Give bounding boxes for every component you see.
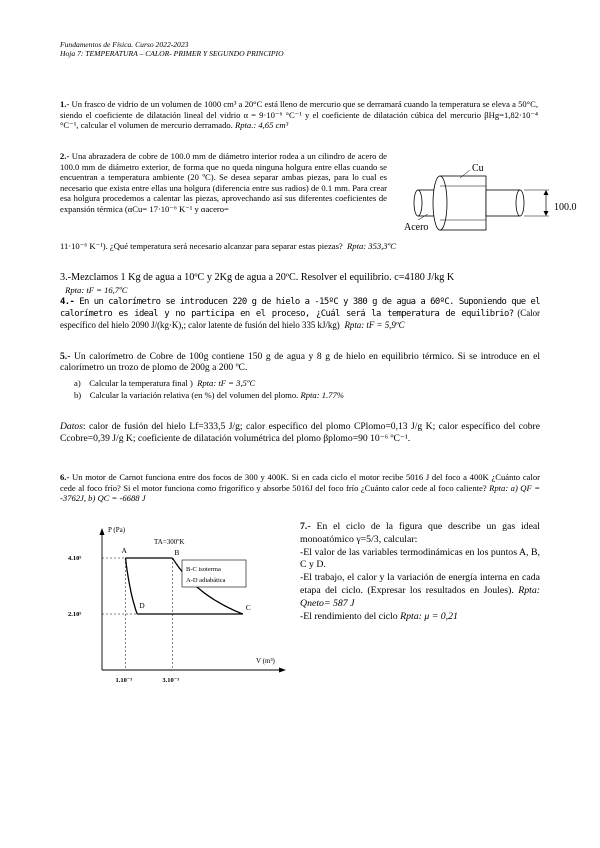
label-acero: Acero — [404, 222, 429, 233]
problem-3-text: 3.-Mezclamos 1 Kg de agua a 10ºC y 2Kg de agua a 20ºC. Resolver el equilibrio. c=4180 J/kg K — [60, 272, 455, 283]
problem-7-item-2: -El trabajo, el calor y la variación de energía interna en cada etapa del ciclo. (Expresar los resultados en Joules). Rpta: Qneto= 587 J — [300, 572, 541, 609]
problem-7-intro: 7.- En el ciclo de la figura que describe un gas ideal monoatómico γ=5/3, calcular: — [300, 521, 540, 545]
problem-7-item-3: -El rendimiento del ciclo Rpta: μ = 0,21 — [300, 610, 458, 622]
problem-5-items — [74, 377, 524, 401]
problem-2-text: Una abrazadera de cobre de 100.0 mm de diámetro interior rodea a un cilindro de acero de 100.0 mm de diámetro exterior, de forma que no queda ninguna holgura entre ellas cuando se encuentran a temperatura ambiente (20 ºC). Se desea separar ambas piezas, para lo cual es necesario que exista entre ellas una holgura (diferencia entre sus radios) de 0.1 mm. Para crear esa holgura procedemos a calentar las piezas, aprovechando así sus diferentes coeficientes de expansión térmica (αCu= 17·10⁻⁶ K⁻¹ y αacero= — [60, 151, 387, 214]
x-axis-label: V (m³) — [256, 657, 275, 665]
point-label-a: A — [121, 546, 127, 555]
problem-4-text: En un calorímetro se introducen 220 g de hielo a -15ºC y 380 g de agua a 60ºC. Suponiendo que el calorímetro es ideal y no participa en el proceso, ¿Cuál será la temperatura de equilibrio? — [60, 297, 540, 319]
problem-3-answer: Rpta: tF = 16,7ºC — [65, 285, 128, 295]
label-dimension: 100.0 — [554, 202, 577, 213]
data-text: : calor de fusión del hielo Lf=333,5 J/g; calor específico del plomo CPlomo=0,13 J/g K; calor específico del cobre Ccobre=0,39 J/g K; coeficiente de dilatación volumétrica del plomo βplomo=90 10⁻⁶ ºC⁻¹. — [60, 421, 540, 444]
problem-7-item-2-answer: Rpta: Qneto= 587 J — [300, 584, 541, 609]
problem-5-b-answer: Rpta: 1.77% — [300, 390, 344, 400]
x-tick-label-1e-3: 1.10⁻³ — [115, 677, 133, 684]
problem-5-text: Un calorímetro de Cobre de 100g contiene 150 g de agua y 8 g de hielo en equilibrio térmico. Si se introduce en el calorímetro un trozo de plomo de 200g a 200 ºC. — [60, 351, 540, 374]
problem-1-answer: Rpta.: 4,65 cm³ — [234, 120, 289, 131]
problem-7-item-1: -El valor de las variables termodinámicas en los puntos A, B, C y D. — [300, 546, 540, 571]
label-cu: Cu — [472, 163, 484, 174]
problem-6-answer: Rpta: a) QF = -3762J, b) QC = -6688 J — [60, 482, 540, 504]
problem-2-text-cont: 11·10⁻⁶ K⁻¹). ¿Qué temperatura será necesario alcanzar para separar estas piezas? — [60, 241, 343, 251]
problem-2-answer: Rpta: 353,3ºC — [347, 241, 397, 251]
problem-4-answer: Rpta: tF = 5,9ºC — [344, 320, 405, 330]
problem-2 — [60, 151, 387, 215]
steel-shaft-left-end — [414, 190, 422, 216]
y-axis-label: P (Pa) — [108, 526, 126, 534]
problem-4 — [60, 297, 540, 332]
problem-5-a-answer: Rpta: tF = 3,5ºC — [197, 378, 256, 388]
legend-isoterma: B-C isoterma — [186, 566, 221, 573]
problem-6-number: 6.- — [60, 472, 70, 482]
pv-diagram — [60, 520, 292, 688]
problem-1 — [60, 99, 538, 131]
clamp-figure — [396, 158, 582, 234]
problem-5-item-b: b) Calcular la variación relativa (en %) del volumen del plomo. Rpta: 1.77% — [74, 390, 344, 400]
process-d-a-adiabat — [126, 558, 138, 614]
legend-adiabatica: A-D adiabática — [186, 577, 226, 584]
problem-6-text: Un motor de Carnot funciona entre dos focos de 300 y 400K. Si en cada ciclo el motor recibe 5016 J del foco a 400K ¿Cuánto calor cede al foco frío? Si el motor funciona como frigorífico y absorbe 5016J del foco frío ¿Cuánto calor cede al foco caliente? — [60, 472, 540, 493]
data-label: Datos — [60, 421, 83, 432]
problem-4-number: 4.- — [60, 297, 75, 307]
copper-collar-face — [433, 176, 447, 230]
problem-5 — [60, 351, 540, 374]
steel-shaft-right — [486, 190, 520, 216]
header-course: Fundamentos de Física. Curso 2022-2023 — [60, 40, 189, 49]
y-tick-label-4e5: 4.10⁵ — [68, 555, 82, 562]
problem-5-item-a: a) Calcular la temperatura final ) Rpta: tF = 3,5ºC — [74, 378, 256, 388]
problem-7 — [300, 521, 540, 623]
y-tick-label-2e5: 2.10⁵ — [68, 611, 82, 618]
point-label-d: D — [139, 601, 145, 610]
problem-1-number: 1.- — [60, 99, 70, 109]
problem-5-number: 5.- — [60, 351, 71, 362]
problem-2-number: 2.- — [60, 151, 70, 161]
chart-title: TA=300ºK — [154, 538, 185, 546]
problem-3 — [60, 272, 538, 297]
problem-7-number: 7.- — [300, 521, 311, 532]
problem-6 — [60, 472, 540, 504]
problem-4-text-cont: (Calor específico del hielo 2090 J/(kg·K),; calor latente de fusión del hielo 335 kJ/kg) — [60, 308, 540, 330]
problem-2-continuation — [60, 241, 540, 252]
problem-1-text: Un frasco de vidrio de un volumen de 1000 cm³ a 20°C está lleno de mercurio que se derramará cuando la temperatura se eleva a 50°C, siendo el coeficiente de dilatación lineal del vidrio α = 9·10⁻⁶ °C⁻¹ y el coeficiente de dilatación cúbica del mercurio βHg=1,82·10⁻⁴ °C⁻¹, calcular el volumen de mercurio derramado. — [60, 99, 538, 131]
x-tick-label-3e-3: 3.10⁻³ — [162, 677, 180, 684]
problem-5-data — [60, 421, 540, 444]
point-label-b: B — [174, 548, 180, 557]
problem-7-item-3-answer: Rpta: μ = 0,21 — [400, 610, 458, 622]
point-label-c: C — [245, 603, 251, 612]
header-sheet-title: Hoja 7: TEMPERATURA – CALOR- PRIMER Y SEGUNDO PRINCIPIO — [60, 49, 284, 58]
